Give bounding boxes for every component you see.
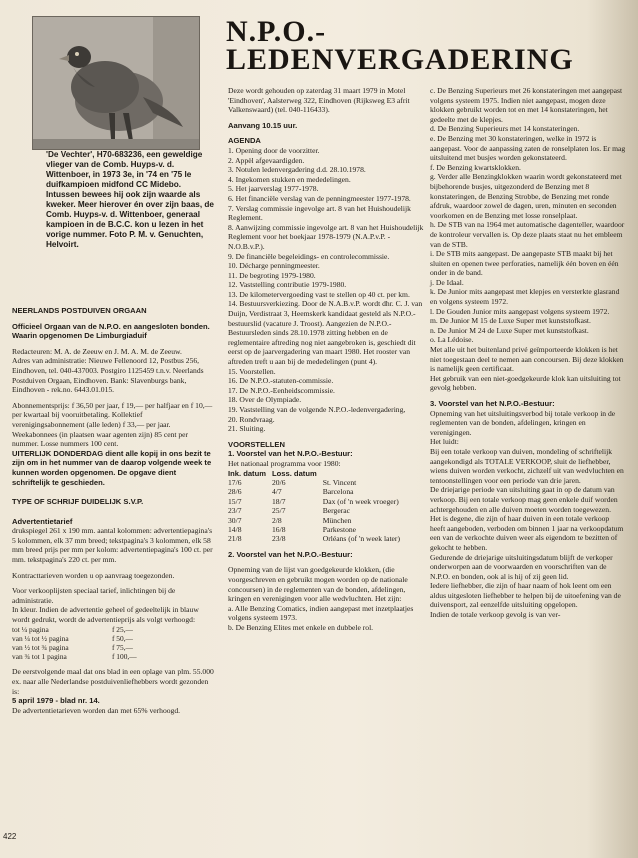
clock-item: d. De Benzing Superieurs met 14 konstateringen. — [430, 124, 580, 134]
table-header: Loss. datum — [271, 468, 317, 478]
paragraph: Het is degene, die zijn of haar duiven in een totale verkoop heeft aangeboden, verboden om binnen 1 jaar na verkoopdatum een van de verkochte duiven weer als eigendom te bezitten of gekocht te hebben. — [430, 514, 624, 552]
intro: Deze wordt gehouden op zaterdag 31 maart 1979 in Motel 'Eindhoven', Aalsterweg 322, Eindhoven (Rijksweg E3 afrit Valkenswaard) (tel. 040-116433). — [228, 86, 410, 115]
photo-caption — [46, 150, 216, 250]
paragraph: Bij een totale verkoop van duiven, mondeling of schriftelijk aangekondigd als TOTALE VERKOOP, sluit de liefhebber, wiens duiven worden verkocht, zichzelf uit van wedvluchten en tentoonstellingen voor een periode van drie jaren. — [430, 446, 624, 485]
program-table — [228, 469, 406, 544]
agenda-item: 21. Sluiting. — [228, 424, 266, 434]
table-header — [323, 469, 406, 478]
tarief-row: van ¼ tot ½ pagina f 50,— — [12, 633, 133, 643]
org-sub2: Waarin opgenomen De Limburgiaduif — [12, 331, 147, 341]
org-sub1: Officieel Orgaan van de N.P.O. en aangesloten bonden. — [12, 321, 210, 331]
adres: Adres van administratie: Nieuwe Fellenoord 12, Postbus 256, Eindhoven, tel. 040-437003. Postgiro 1125459 t.n.v. Neerlands Postduiven Orgaan, Eindhoven. Bank: Slavenburgs bank, Eindhoven - rek.no. 6443.01.015. — [12, 356, 204, 395]
clocks-column — [430, 86, 626, 620]
tarief-row: van ¾ tot 1 pagina f 100,— — [12, 652, 137, 662]
agenda-item: 19. Vaststelling van de volgende N.P.O.-ledenvergadering, — [228, 405, 406, 414]
table-header: Ink. datum — [228, 468, 266, 478]
paragraph: De driejarige periode van uitsluiting gaat in op de datum van verkoop. Bij een totale verkoop mag geen enkele duif worden achtergehouden en alle duiven moeten worden toegewezen. — [430, 485, 618, 514]
table-row: 28/6 4/7 Barcelona — [228, 487, 354, 497]
luidt: Het luidt: — [430, 437, 459, 447]
clock-item: h. De STB van na 1964 met automatische dagenteller, waardoor de kontroleur vervallen is. Op deze plaats staat nu het embleem van de STB. — [430, 220, 625, 249]
voorstel2-heading: 2. Voorstel van het N.P.O.-Bestuur: — [228, 549, 353, 559]
clock-item: l. De Gouden Junior mits aangepast volgens systeem 1972. — [430, 306, 610, 316]
clock-item: g. Verder alle Benzingklokken waarin wordt gekonstateerd met bijbehorende busjes, uitgezonderd de Benzing met 8 konstateringen, de Benzing Strobbe, de Benzing met ronde afdruk, waardoor zowel de dagen, uren, minuten en seconden voorkomen en de Benzing met losse ronselplaat. — [430, 172, 622, 220]
agenda-item: 16. De N.P.O.-statuten-commissie. — [228, 376, 334, 386]
kleur: In kleur. Indien de advertentie geheel of gedeeltelijk in blauw wordt gedrukt, wordt de advertentieprijs als volgt verhoogd: — [12, 605, 199, 625]
abonnement: Abonnementsprijs: f 36,50 per jaar, f 19,— per halfjaar en f 10,— per kwartaal bij vooruitbetaling. Kollektief verenigingsabonnement (alle leden) f 33,— per jaar. Weekabonnees (in plaatsen waar agenten zijn) 85 cent per nummer. Losse nummers 100 cent. — [12, 400, 213, 449]
pigeon-photo — [32, 16, 200, 150]
agenda-item: 6. Het financiële verslag van de penningmeester 1977-1978. — [228, 193, 411, 203]
type-heading: TYPE OF SCHRIJF DUIDELIJK S.V.P. — [12, 497, 144, 507]
pigeon-photo-image — [33, 17, 199, 149]
agenda-column — [228, 86, 424, 633]
slot: De advertentietarieven worden dan met 65% verhoogd. — [12, 705, 181, 715]
title-line-2: LEDENVERGADERING — [226, 43, 574, 76]
table-header-row — [228, 469, 406, 478]
voorstel1-text: Het nationaal programma voor 1980: — [228, 458, 341, 468]
agenda-item: 8. Aanwijzing commissie ingevolge art. 8 van het Huishoudelijk Reglement voor het boekjaar 1978-1979 (N.A.P.v.P. - N.O.B.v.P.). — [228, 222, 424, 251]
tarieven-list — [12, 625, 214, 662]
voorstel2-text: Opneming van de lijst van goedgekeurde klokken, (die voorgeschreven en gebruikt mogen worden op de nationale concoursen) in de reglementen van de bonden, afdelingen, kringen en verenigingen voor alle wedvluchten. Het zijn: — [228, 565, 408, 604]
table-row: 21/8 23/8 Orléans (of 'n week later) — [228, 534, 400, 544]
agenda-item: 2. Appèl afgevaardigden. — [228, 155, 305, 165]
table-row: 30/7 2/8 München — [228, 515, 352, 525]
clock-item: n. De Junior M 24 de Luxe Super met kunststofkast. — [430, 325, 589, 335]
tarief-row: van ½ tot ¾ pagina f 75,— — [12, 643, 133, 653]
datum: 5 april 1979 - blad nr. 14. — [12, 696, 100, 706]
agenda-list — [228, 146, 424, 434]
colophon-column — [12, 306, 214, 715]
table-row: 15/7 18/7 Dax (of 'n week vroeger) — [228, 496, 399, 506]
gebruik: Het gebruik van een niet-goedgekeurde klok kan uitsluiting tot gevolg hebben. — [430, 373, 621, 393]
agenda-heading: AGENDA — [228, 136, 261, 146]
agenda-item: 11. De begroting 1979-1980. — [228, 270, 316, 280]
voorstel2-b: b. De Benzing Elites met enkele en dubbele rol. — [228, 622, 374, 632]
clock-item: j. De Idaal. — [430, 277, 464, 287]
agenda-item: 13. De kilometervergoeding vast te stellen op 40 ct. per km. — [228, 289, 410, 299]
paragraph: Indien de totale verkoop gevolg is van ver- — [430, 610, 561, 620]
voorstel3-text: Opneming van het uitsluitingsverbod bij totale verkoop in de reglementen van de bonden, afdelingen, kringen en verenigingen. — [430, 408, 616, 437]
uiterlijk: UITERLIJK DONDERDAG dient alle kopij in ons bezit te zijn om in het nummer van de daarop volgende week te kunnen worden opgenomen. De opgave dient schriftelijk te geschieden. — [12, 448, 212, 487]
tarief-row: tot ¼ pagina f 25,— — [12, 624, 133, 634]
voorstel1-heading: 1. Voorstel van het N.P.O.-Bestuur: — [228, 449, 353, 459]
agenda-item: 1. Opening door de voorzitter. — [228, 145, 320, 155]
agenda-item: 3. Notulen ledenvergadering d.d. 28.10.1978. — [228, 165, 366, 175]
agenda-item: 9. De financiële begeleidings- en controlecommissie. — [228, 251, 390, 261]
page-number: 422 — [3, 832, 17, 841]
agenda-item: 14. Bestuursverkiezing. Door de N.A.B.v.P. wordt dhr. C. J. van Duijn, Verdistraat 3, Heemskerk kandidaat gesteld als N.P.O.-bestuurslid (vacature J. Troost). Aangezien de N.P.O.-Bestuursleden sinds 28.10.1978 zitting hebben en de reglementaire aftreding nog niet aangebroken is, geschiedt dit eerst op de jaarvergadering van maart 1980. Het rooster van aftreden treft u aan bij de mededelingen (punt 4). — [228, 299, 423, 367]
paragraph: Gedurende de driejarige uitsluitingsdatum blijft de verkoper onderworpen aan de voorwaarden en voorschriften van de N.P.O. en bonden, ook al is hij of zij geen lid. — [430, 552, 613, 581]
clock-item: k. De Junior mits aangepast met klepjes en versterkte glasrand en volgens systeem 1972. — [430, 287, 620, 307]
clock-item: o. La Lédoise. — [430, 335, 474, 345]
aanvang: Aanvang 10.15 uur. — [228, 120, 298, 130]
article-title — [226, 15, 574, 76]
org-heading: NEERLANDS POSTDUIVEN ORGAAN — [12, 306, 147, 315]
agenda-item: 4. Ingekomen stukken en mededelingen. — [228, 174, 351, 184]
kontrakt: Kontracttarieven worden u op aanvraag toegezonden. — [12, 570, 175, 580]
paragraph: Iedere liefhebber, die zijn of haar naam of hok leent om een aldus uitgesloten liefhebber te helpen bij de uitoefening van de duivensport, zal eenzelfde uitsluiting opgelopen. — [430, 581, 621, 610]
table-row: 14/8 16/8 Parkestone — [228, 525, 357, 534]
table-row: 17/6 20/6 St. Vincent — [228, 477, 357, 487]
agenda-item: 7. Verslag commissie ingevolge art. 8 van het Huishoudelijk Reglement. — [228, 203, 411, 223]
photo-caption-text: 'De Vechter', H70-683236, een geweldige vlieger van de Comb. Huyps-v. d. Wittenboer, in 1973 3e, in '74 en '75 le duifkampioen midfond CC Midebo. Intussen bewees hij ook zijn waarde als kweker. Meer hierover én over zijn baas, de Comb. Huyps-v. d. Wittenboer, generaal kampioen in de B.C.C. kon u lezen in het vorige nummer. Foto P. M. v. Genuchten, Helvoirt. — [46, 150, 214, 249]
clock-item: i. De STB mits aangepast. De aangepaste STB maakt bij het sluiten en openen twee perforaties, namelijk één boven en één onder in de band. — [430, 249, 619, 278]
redacteuren: Redacteuren: M. A. de Zeeuw en J. M. A. M. de Zeeuw. — [12, 346, 182, 356]
voorstellen-heading: VOORSTELLEN — [228, 439, 285, 449]
adv-text: drukspiegel 261 x 190 mm. aantal kolommen: advertentiepagina's 5 kolommen, elk 37 mm breed; tekstpagina's 3 kolommen, elk 58 mm breed prijs per mm per kolom: advertentiepagina's 100 ct. per mm. tekstpagina's 220 ct. per mm. — [12, 526, 213, 565]
agenda-item: 20. Rondvraag. — [228, 414, 275, 424]
clock-list — [430, 86, 626, 345]
agenda-item: 10. Décharge penningmeester. — [228, 261, 320, 271]
agenda-item: 17. De N.P.O.-Eenheidscommissie. — [228, 385, 335, 395]
agenda-item: 12. Vaststelling contributie 1979-1980. — [228, 280, 347, 290]
agenda-item: 18. Over de Olympiade. — [228, 395, 302, 405]
clock-item: f. De Benzing kwartsklokken. — [430, 162, 521, 172]
table-row: 23/7 25/7 Bergerac — [228, 506, 350, 516]
clock-item: c. De Benzing Superieurs met 26 konstateringen met aangepast volgens systeem 1975. Indien niet aangepast, mogen deze klokken gebruikt worden tot en met 14 konstateringen, het gedeelte met de klepjes. — [430, 86, 623, 124]
voorstel2-a: a. Alle Benzing Comatics, indien aangepast met inzetplaatjes volgens systeem 1973. — [228, 603, 414, 623]
oplage: De eerstvolgende maal dat ons blad in een oplage van plm. 55.000 ex. naar alle Nederlandse postduivenliefhebbers wordt gezonden is: — [12, 667, 214, 696]
voor-verkooplijsten: Voor verkooplijsten speciaal tarief, inlichtingen bij de administratie. — [12, 586, 176, 605]
title-line-1: N.P.O.- — [226, 15, 327, 48]
agenda-item: 15. Voorstellen. — [228, 366, 276, 376]
clock-item: e. De Benzing met 30 konstateringen, welke in 1972 is aangepast. Voor de aanpassing zaten de ronselplaten los. Er mag uitsluitend met busjes worden gekonstateerd. — [430, 133, 626, 163]
buitenland: Met alle uit het buitenland privé geïmporteerde klokken is het niet toegestaan deel te nemen aan concoursen. Bij deze klokken is namelijk geen certificaat. — [430, 345, 624, 374]
voorstel3-heading: 3. Voorstel van het N.P.O.-Bestuur: — [430, 399, 555, 408]
adv-heading: Advertentietarief — [12, 516, 73, 526]
agenda-item: 5. Het jaarverslag 1977-1978. — [228, 184, 319, 194]
clock-item: m. De Junior M 15 de Luxe Super met kunststofkast. — [430, 316, 591, 326]
